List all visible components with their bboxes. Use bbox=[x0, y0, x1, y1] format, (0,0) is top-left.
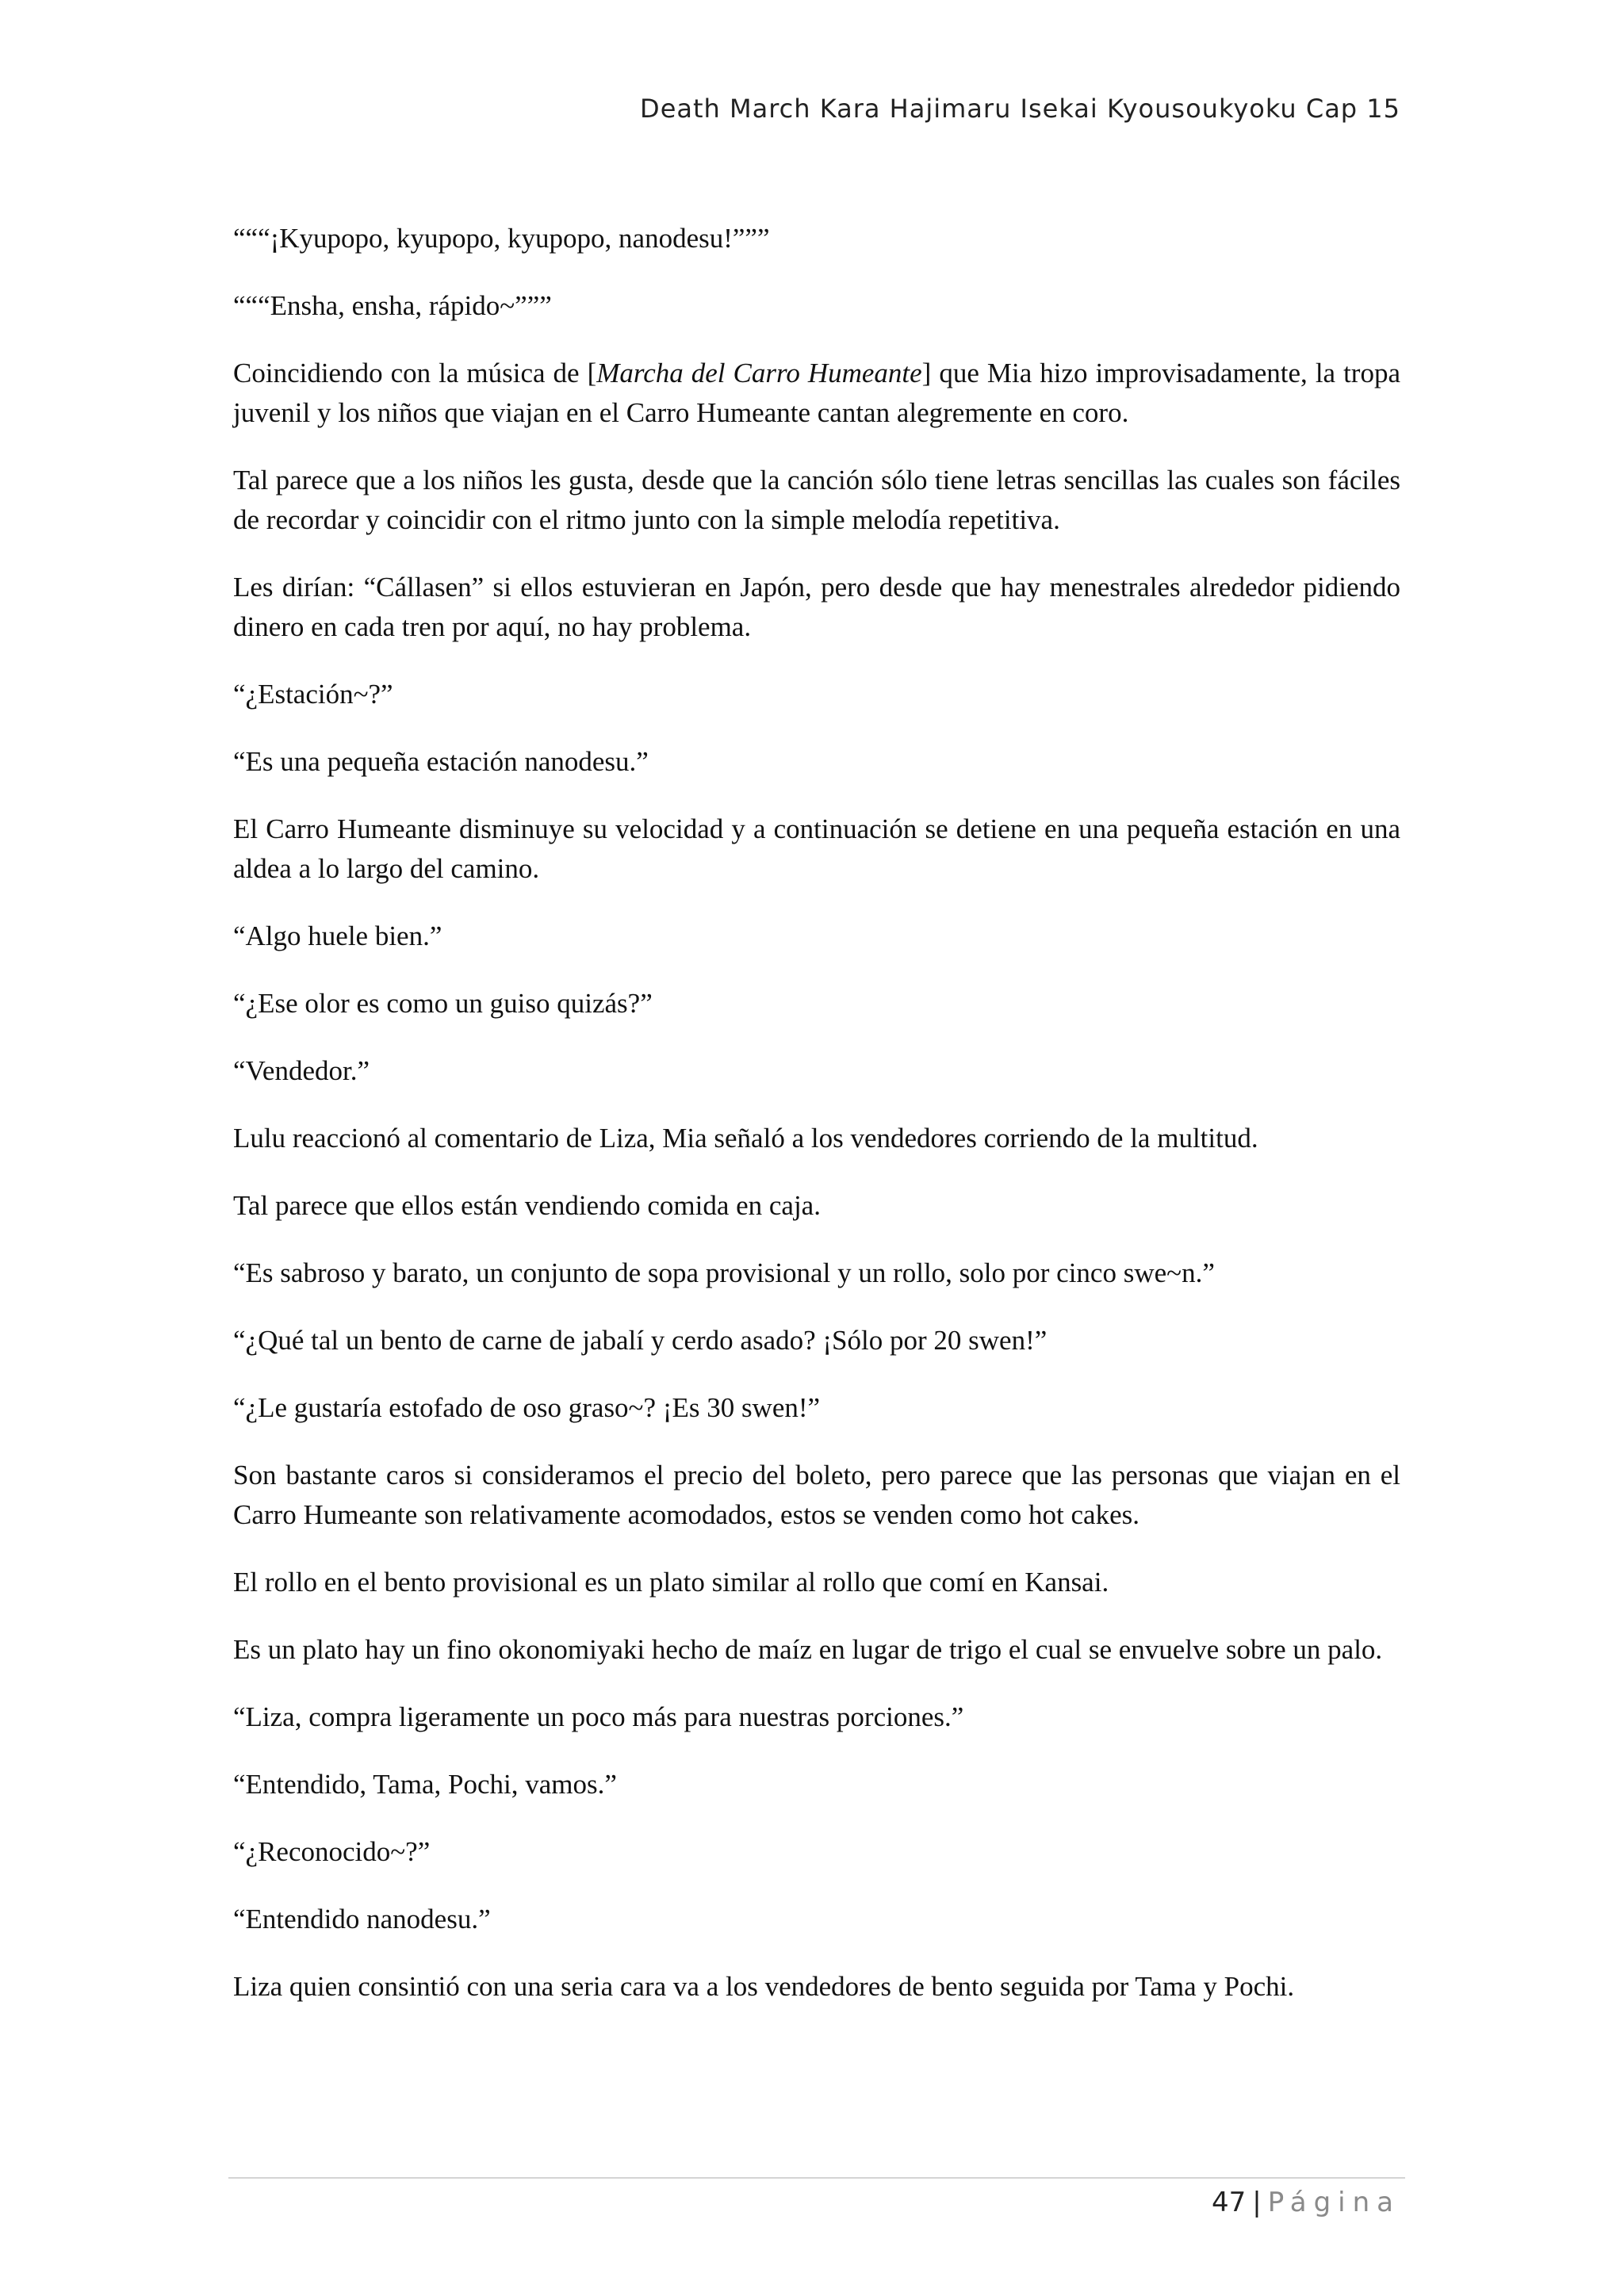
footer-divider bbox=[228, 2177, 1405, 2179]
paragraph: Lulu reaccionó al comentario de Liza, Mia señaló a los vendedores corriendo de la multitud. bbox=[233, 1123, 1258, 1154]
paragraph: “““Ensha, ensha, rápido~””” bbox=[233, 290, 552, 321]
paragraph-text: Coincidiendo con la música de [ bbox=[233, 358, 597, 388]
paragraph: “¿Qué tal un bento de carne de jabalí y cerdo asado? ¡Sólo por 20 swen!” bbox=[233, 1325, 1048, 1356]
paragraph: Les dirían: “Cállasen” si ellos estuvieran en Japón, pero desde que hay menestrales alrededor pidiendo dinero en cada tren por aquí, no hay problema. bbox=[233, 572, 1400, 642]
page-number: 47 bbox=[1212, 2187, 1247, 2218]
paragraph-text: ] que Mia hizo improvisadamente, la tropa juvenil y los niños que viajan en el Carro Humeante cantan alegremente en coro. bbox=[233, 358, 1400, 428]
paragraph bbox=[233, 354, 1400, 433]
paragraph: “Vendedor.” bbox=[233, 1055, 370, 1086]
paragraph: Liza quien consintió con una seria cara va a los vendedores de bento seguida por Tama y Pochi. bbox=[233, 1971, 1295, 2002]
paragraph: “¿Estación~?” bbox=[233, 679, 393, 710]
paragraph: “Algo huele bien.” bbox=[233, 920, 442, 951]
paragraph: “Entendido nanodesu.” bbox=[233, 1904, 491, 1934]
paragraph: “¿Reconocido~?” bbox=[233, 1836, 431, 1867]
paragraph: Tal parece que ellos están vendiendo comida en caja. bbox=[233, 1190, 821, 1221]
page-label: Página bbox=[1267, 2187, 1400, 2218]
running-header: Death March Kara Hajimaru Isekai Kyousoukyoku Cap 15 bbox=[640, 94, 1400, 124]
paragraph: “Entendido, Tama, Pochi, vamos.” bbox=[233, 1769, 617, 1800]
page-footer bbox=[233, 2187, 1400, 2218]
paragraph: El Carro Humeante disminuye su velocidad y a continuación se detiene en una pequeña estación en una aldea a lo largo del camino. bbox=[233, 813, 1400, 884]
paragraph: “““¡Kyupopo, kyupopo, kyupopo, nanodesu!””” bbox=[233, 223, 770, 254]
paragraph: “¿Le gustaría estofado de oso graso~? ¡Es 30 swen!” bbox=[233, 1392, 821, 1423]
paragraph: El rollo en el bento provisional es un plato similar al rollo que comí en Kansai. bbox=[233, 1567, 1109, 1598]
body-text bbox=[233, 219, 1400, 2007]
song-title: Marcha del Carro Humeante bbox=[596, 358, 922, 388]
paragraph: “Liza, compra ligeramente un poco más para nuestras porciones.” bbox=[233, 1701, 964, 1732]
paragraph: Tal parece que a los niños les gusta, desde que la canción sólo tiene letras sencillas las cuales son fáciles de recordar y coincidir con el ritmo junto con la simple melodía repetitiva. bbox=[233, 465, 1400, 535]
paragraph: Son bastante caros si consideramos el precio del boleto, pero parece que las personas que viajan en el Carro Humeante son relativamente acomodados, estos se venden como hot cakes. bbox=[233, 1460, 1400, 1530]
footer-separator: | bbox=[1252, 2187, 1262, 2218]
paragraph: “Es sabroso y barato, un conjunto de sopa provisional y un rollo, solo por cinco swe~n.” bbox=[233, 1257, 1215, 1288]
paragraph: Es un plato hay un fino okonomiyaki hecho de maíz en lugar de trigo el cual se envuelve sobre un palo. bbox=[233, 1634, 1383, 1665]
paragraph: “Es una pequeña estación nanodesu.” bbox=[233, 746, 649, 777]
paragraph: “¿Ese olor es como un guiso quizás?” bbox=[233, 988, 653, 1019]
